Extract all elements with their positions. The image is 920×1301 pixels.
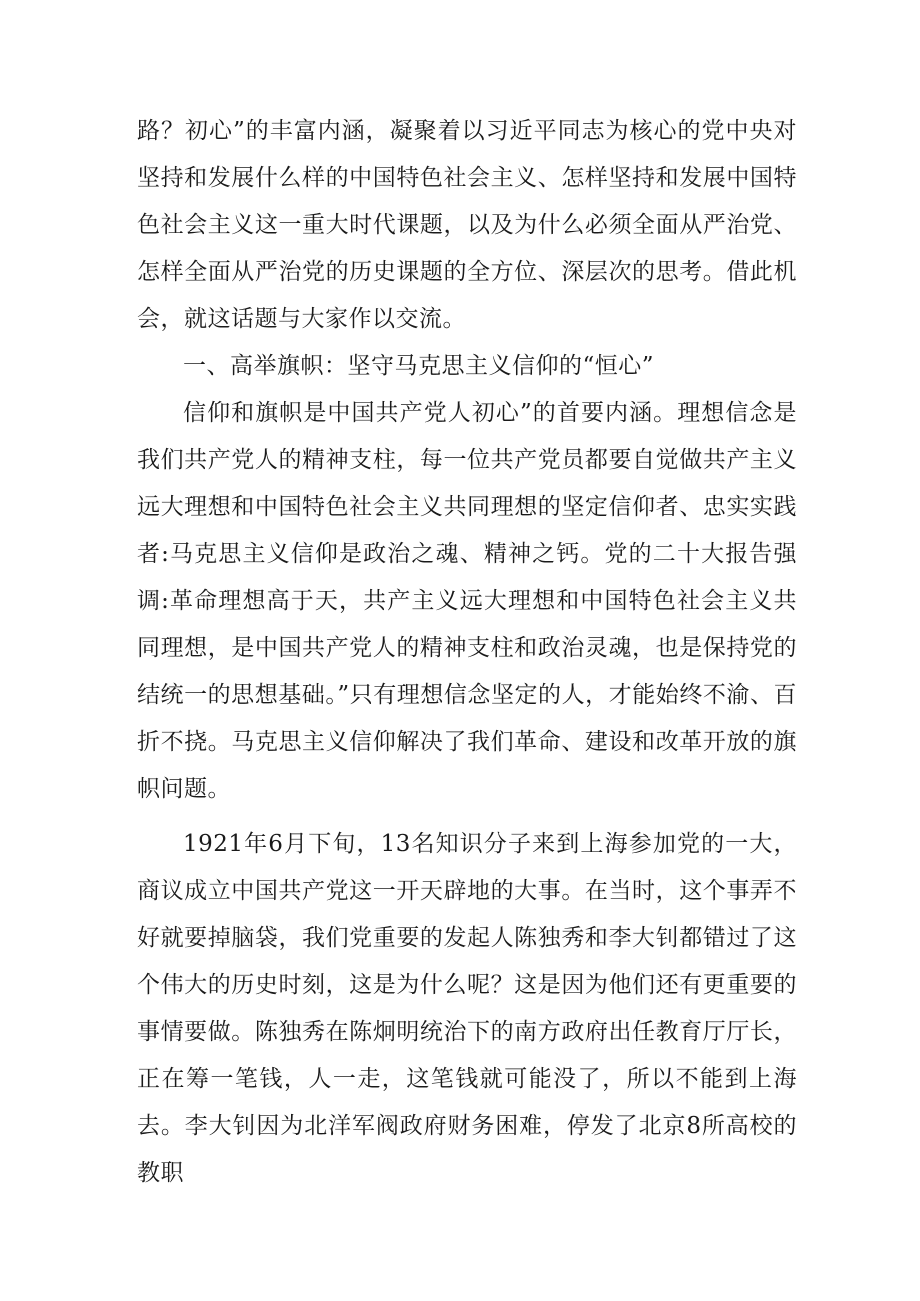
paragraph-body: 1921年6月下旬，13名知识分子来到上海参加党的一大，商议成立中国共产党这一开天辟地的大事。在当时，这个事弄不好就要掉脑袋，我们党重要的发起人陈独秀和李大钊都错过了这个伟大的历史时刻，这是为什么呢？这是因为他们还有更重要的事情要做。陈独秀在陈炯明统治下的南方政府出任教育厅厅长，正在筹一笔钱，人一走，这笔钱就可能没了，所以不能到上海去。李大钊因为北洋军阀政府财务困难，停发了北京8所高校的教职 — [137, 831, 797, 1186]
paragraph-continuation: 路？初心”的丰富内涵，凝聚着以习近平同志为核心的党中央对坚持和发展什么样的中国特色社会主义、怎样坚持和发展中国特色社会主义这一重大时代课题，以及为什么必须全面从严治党、怎样全面从严治党的历史课题的全方位、深层次的思考。借此机会，就这话题与大家作以交流。 — [137, 118, 797, 332]
section-heading: 一、高举旗帜：坚守马克思主义信仰的“恒心” — [183, 353, 655, 379]
document-body — [137, 108, 797, 1197]
paragraph-body: 信仰和旗帜是中国共产党人初心”的首要内涵。理想信念是我们共产党人的精神支柱，每一位共产党员都要自觉做共产主义远大理想和中国特色社会主义共同理想的坚定信仰者、忠实实践者:马克思主义信仰是政治之魂、精神之钙。党的二十大报告强调:革命理想高于天，共产主义远大理想和中国特色社会主义共同理想，是中国共产党人的精神支柱和政治灵魂，也是保持党的结统一的思想基础。”只有理想信念坚定的人，才能始终不渝、百折不挠。马克思主义信仰解决了我们革命、建设和改革开放的旗帜问题。 — [137, 400, 797, 802]
